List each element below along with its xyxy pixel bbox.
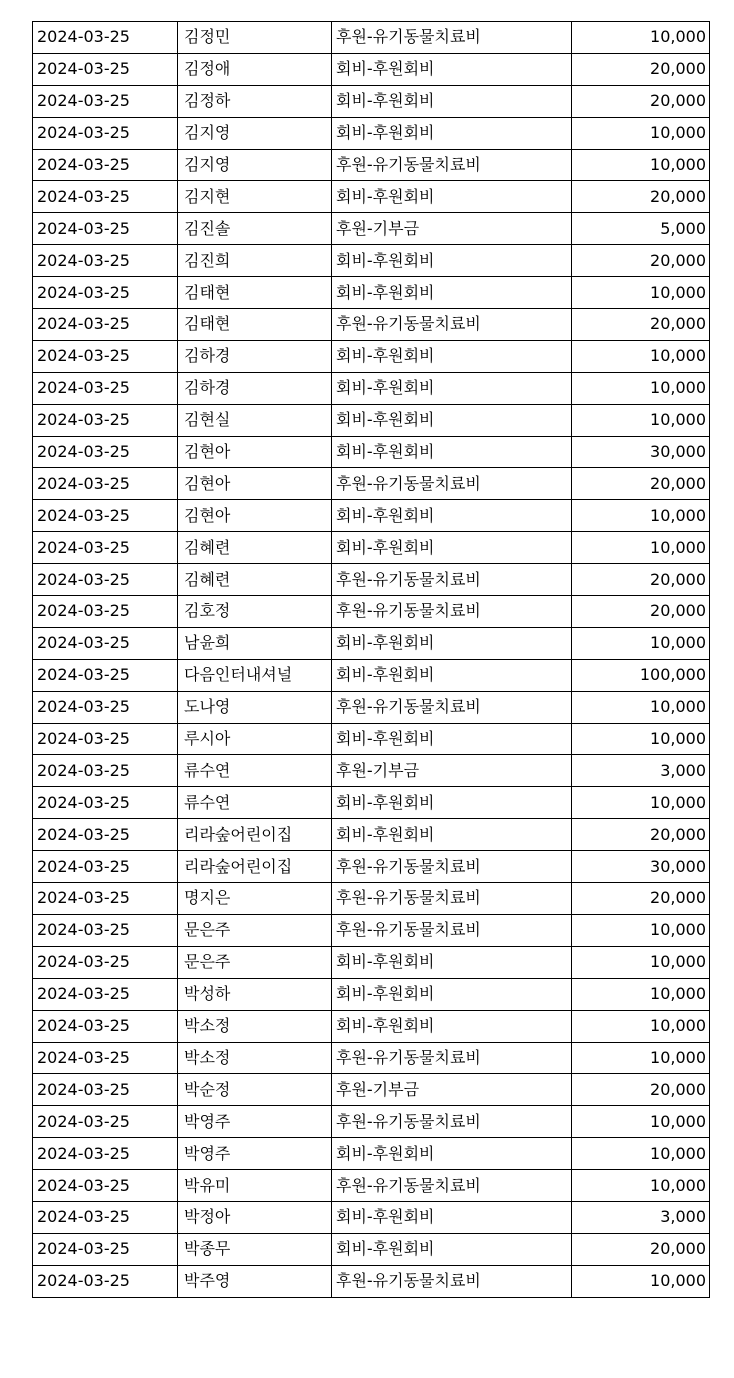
category-cell: 회비-후원회비 [332, 723, 572, 755]
date-cell: 2024-03-25 [33, 1170, 178, 1202]
amount-cell: 10,000 [572, 372, 710, 404]
date-cell: 2024-03-25 [33, 500, 178, 532]
table-row [33, 213, 710, 245]
date-cell: 2024-03-25 [33, 978, 178, 1010]
category-cell: 후원-유기동물치료비 [332, 596, 572, 628]
date-cell: 2024-03-25 [33, 914, 178, 946]
amount-cell: 10,000 [572, 117, 710, 149]
amount-cell: 10,000 [572, 1265, 710, 1297]
category-cell: 회비-후원회비 [332, 340, 572, 372]
category-cell: 후원-유기동물치료비 [332, 564, 572, 596]
date-cell: 2024-03-25 [33, 532, 178, 564]
donor-name-cell: 박주영 [178, 1265, 332, 1297]
table-row [33, 1170, 710, 1202]
donor-name-cell: 문은주 [178, 914, 332, 946]
date-cell: 2024-03-25 [33, 372, 178, 404]
donor-name-cell: 박성하 [178, 978, 332, 1010]
amount-cell: 10,000 [572, 627, 710, 659]
donor-name-cell: 박영주 [178, 1106, 332, 1138]
amount-cell: 10,000 [572, 1010, 710, 1042]
amount-cell: 10,000 [572, 22, 710, 54]
amount-cell: 10,000 [572, 1042, 710, 1074]
amount-cell: 20,000 [572, 468, 710, 500]
category-cell: 후원-유기동물치료비 [332, 149, 572, 181]
donor-name-cell: 박소정 [178, 1042, 332, 1074]
date-cell: 2024-03-25 [33, 819, 178, 851]
date-cell: 2024-03-25 [33, 181, 178, 213]
donor-name-cell: 김혜련 [178, 564, 332, 596]
amount-cell: 30,000 [572, 851, 710, 883]
table-row [33, 883, 710, 915]
category-cell: 회비-후원회비 [332, 659, 572, 691]
category-cell: 회비-후원회비 [332, 117, 572, 149]
table-row [33, 819, 710, 851]
table-row [33, 627, 710, 659]
table-row [33, 181, 710, 213]
category-cell: 회비-후원회비 [332, 53, 572, 85]
date-cell: 2024-03-25 [33, 1265, 178, 1297]
amount-cell: 10,000 [572, 1138, 710, 1170]
table-row [33, 1201, 710, 1233]
category-cell: 회비-후원회비 [332, 532, 572, 564]
amount-cell: 10,000 [572, 691, 710, 723]
date-cell: 2024-03-25 [33, 22, 178, 54]
donor-name-cell: 다음인터내셔널 [178, 659, 332, 691]
donor-name-cell: 김하경 [178, 372, 332, 404]
amount-cell: 20,000 [572, 181, 710, 213]
donor-name-cell: 김호정 [178, 596, 332, 628]
date-cell: 2024-03-25 [33, 340, 178, 372]
amount-cell: 20,000 [572, 245, 710, 277]
date-cell: 2024-03-25 [33, 946, 178, 978]
amount-cell: 100,000 [572, 659, 710, 691]
category-cell: 후원-유기동물치료비 [332, 1042, 572, 1074]
date-cell: 2024-03-25 [33, 245, 178, 277]
category-cell: 후원-기부금 [332, 1074, 572, 1106]
table-row [33, 404, 710, 436]
date-cell: 2024-03-25 [33, 1201, 178, 1233]
table-row [33, 691, 710, 723]
category-cell: 회비-후원회비 [332, 946, 572, 978]
table-row [33, 22, 710, 54]
donor-name-cell: 김지영 [178, 149, 332, 181]
category-cell: 후원-유기동물치료비 [332, 914, 572, 946]
category-cell: 후원-유기동물치료비 [332, 1265, 572, 1297]
category-cell: 회비-후원회비 [332, 978, 572, 1010]
category-cell: 회비-후원회비 [332, 819, 572, 851]
date-cell: 2024-03-25 [33, 564, 178, 596]
table-row [33, 309, 710, 341]
date-cell: 2024-03-25 [33, 436, 178, 468]
amount-cell: 3,000 [572, 755, 710, 787]
date-cell: 2024-03-25 [33, 213, 178, 245]
category-cell: 후원-기부금 [332, 755, 572, 787]
donor-name-cell: 김정하 [178, 85, 332, 117]
table-row [33, 436, 710, 468]
category-cell: 회비-후원회비 [332, 1010, 572, 1042]
table-row [33, 277, 710, 309]
amount-cell: 5,000 [572, 213, 710, 245]
donor-name-cell: 리라숲어린이집 [178, 851, 332, 883]
date-cell: 2024-03-25 [33, 1042, 178, 1074]
donor-name-cell: 김지영 [178, 117, 332, 149]
table-row [33, 1042, 710, 1074]
amount-cell: 20,000 [572, 883, 710, 915]
amount-cell: 10,000 [572, 500, 710, 532]
table-row [33, 978, 710, 1010]
category-cell: 회비-후원회비 [332, 500, 572, 532]
date-cell: 2024-03-25 [33, 149, 178, 181]
date-cell: 2024-03-25 [33, 1233, 178, 1265]
date-cell: 2024-03-25 [33, 627, 178, 659]
donor-name-cell: 리라숲어린이집 [178, 819, 332, 851]
donor-name-cell: 김진희 [178, 245, 332, 277]
table-row [33, 1106, 710, 1138]
date-cell: 2024-03-25 [33, 787, 178, 819]
table-row [33, 787, 710, 819]
table-row [33, 914, 710, 946]
donor-name-cell: 박유미 [178, 1170, 332, 1202]
ledger-body [33, 22, 710, 1298]
amount-cell: 20,000 [572, 309, 710, 341]
date-cell: 2024-03-25 [33, 1010, 178, 1042]
table-row [33, 117, 710, 149]
amount-cell: 10,000 [572, 787, 710, 819]
donor-name-cell: 김혜련 [178, 532, 332, 564]
amount-cell: 20,000 [572, 819, 710, 851]
table-row [33, 564, 710, 596]
donor-name-cell: 류수연 [178, 787, 332, 819]
donor-name-cell: 김태현 [178, 309, 332, 341]
amount-cell: 3,000 [572, 1201, 710, 1233]
table-row [33, 946, 710, 978]
category-cell: 회비-후원회비 [332, 1233, 572, 1265]
category-cell: 회비-후원회비 [332, 85, 572, 117]
table-row [33, 500, 710, 532]
amount-cell: 10,000 [572, 277, 710, 309]
amount-cell: 30,000 [572, 436, 710, 468]
category-cell: 후원-유기동물치료비 [332, 1170, 572, 1202]
donor-name-cell: 김현아 [178, 436, 332, 468]
amount-cell: 20,000 [572, 85, 710, 117]
category-cell: 회비-후원회비 [332, 1201, 572, 1233]
amount-cell: 20,000 [572, 1233, 710, 1265]
category-cell: 회비-후원회비 [332, 627, 572, 659]
category-cell: 회비-후원회비 [332, 436, 572, 468]
table-row [33, 53, 710, 85]
table-row [33, 1074, 710, 1106]
table-row [33, 149, 710, 181]
category-cell: 후원-유기동물치료비 [332, 691, 572, 723]
donor-name-cell: 문은주 [178, 946, 332, 978]
category-cell: 후원-유기동물치료비 [332, 309, 572, 341]
amount-cell: 10,000 [572, 1106, 710, 1138]
donor-name-cell: 김지현 [178, 181, 332, 213]
date-cell: 2024-03-25 [33, 277, 178, 309]
amount-cell: 10,000 [572, 149, 710, 181]
table-row [33, 851, 710, 883]
category-cell: 회비-후원회비 [332, 245, 572, 277]
table-row [33, 1265, 710, 1297]
donor-name-cell: 김현아 [178, 468, 332, 500]
donor-name-cell: 남윤희 [178, 627, 332, 659]
category-cell: 후원-기부금 [332, 213, 572, 245]
category-cell: 회비-후원회비 [332, 277, 572, 309]
amount-cell: 20,000 [572, 53, 710, 85]
table-row [33, 468, 710, 500]
category-cell: 후원-유기동물치료비 [332, 1106, 572, 1138]
date-cell: 2024-03-25 [33, 883, 178, 915]
donor-name-cell: 박정아 [178, 1201, 332, 1233]
date-cell: 2024-03-25 [33, 691, 178, 723]
category-cell: 회비-후원회비 [332, 404, 572, 436]
amount-cell: 20,000 [572, 596, 710, 628]
donor-name-cell: 류수연 [178, 755, 332, 787]
amount-cell: 10,000 [572, 723, 710, 755]
date-cell: 2024-03-25 [33, 1074, 178, 1106]
category-cell: 후원-유기동물치료비 [332, 468, 572, 500]
category-cell: 후원-유기동물치료비 [332, 883, 572, 915]
date-cell: 2024-03-25 [33, 404, 178, 436]
date-cell: 2024-03-25 [33, 755, 178, 787]
amount-cell: 10,000 [572, 1170, 710, 1202]
amount-cell: 10,000 [572, 404, 710, 436]
date-cell: 2024-03-25 [33, 723, 178, 755]
date-cell: 2024-03-25 [33, 596, 178, 628]
table-row [33, 1010, 710, 1042]
donor-name-cell: 박순정 [178, 1074, 332, 1106]
donor-name-cell: 김현실 [178, 404, 332, 436]
date-cell: 2024-03-25 [33, 1138, 178, 1170]
donor-name-cell: 명지은 [178, 883, 332, 915]
date-cell: 2024-03-25 [33, 53, 178, 85]
table-row [33, 340, 710, 372]
amount-cell: 10,000 [572, 978, 710, 1010]
amount-cell: 20,000 [572, 1074, 710, 1106]
date-cell: 2024-03-25 [33, 851, 178, 883]
amount-cell: 10,000 [572, 532, 710, 564]
donation-ledger-table [32, 21, 710, 1298]
donor-name-cell: 김진솔 [178, 213, 332, 245]
donor-name-cell: 박소정 [178, 1010, 332, 1042]
donor-name-cell: 김현아 [178, 500, 332, 532]
amount-cell: 10,000 [572, 340, 710, 372]
category-cell: 회비-후원회비 [332, 787, 572, 819]
date-cell: 2024-03-25 [33, 117, 178, 149]
amount-cell: 10,000 [572, 914, 710, 946]
category-cell: 회비-후원회비 [332, 372, 572, 404]
table-row [33, 723, 710, 755]
table-row [33, 1233, 710, 1265]
category-cell: 후원-유기동물치료비 [332, 22, 572, 54]
table-row [33, 1138, 710, 1170]
category-cell: 회비-후원회비 [332, 181, 572, 213]
donor-name-cell: 김태현 [178, 277, 332, 309]
table-row [33, 755, 710, 787]
table-row [33, 85, 710, 117]
date-cell: 2024-03-25 [33, 468, 178, 500]
amount-cell: 20,000 [572, 564, 710, 596]
date-cell: 2024-03-25 [33, 85, 178, 117]
donor-name-cell: 루시아 [178, 723, 332, 755]
donor-name-cell: 김정애 [178, 53, 332, 85]
donor-name-cell: 김하경 [178, 340, 332, 372]
donor-name-cell: 김정민 [178, 22, 332, 54]
table-row [33, 596, 710, 628]
table-row [33, 659, 710, 691]
table-row [33, 372, 710, 404]
table-row [33, 532, 710, 564]
date-cell: 2024-03-25 [33, 309, 178, 341]
donor-name-cell: 도나영 [178, 691, 332, 723]
donor-name-cell: 박종무 [178, 1233, 332, 1265]
amount-cell: 10,000 [572, 946, 710, 978]
category-cell: 회비-후원회비 [332, 1138, 572, 1170]
donor-name-cell: 박영주 [178, 1138, 332, 1170]
table-row [33, 245, 710, 277]
category-cell: 후원-유기동물치료비 [332, 851, 572, 883]
date-cell: 2024-03-25 [33, 1106, 178, 1138]
date-cell: 2024-03-25 [33, 659, 178, 691]
